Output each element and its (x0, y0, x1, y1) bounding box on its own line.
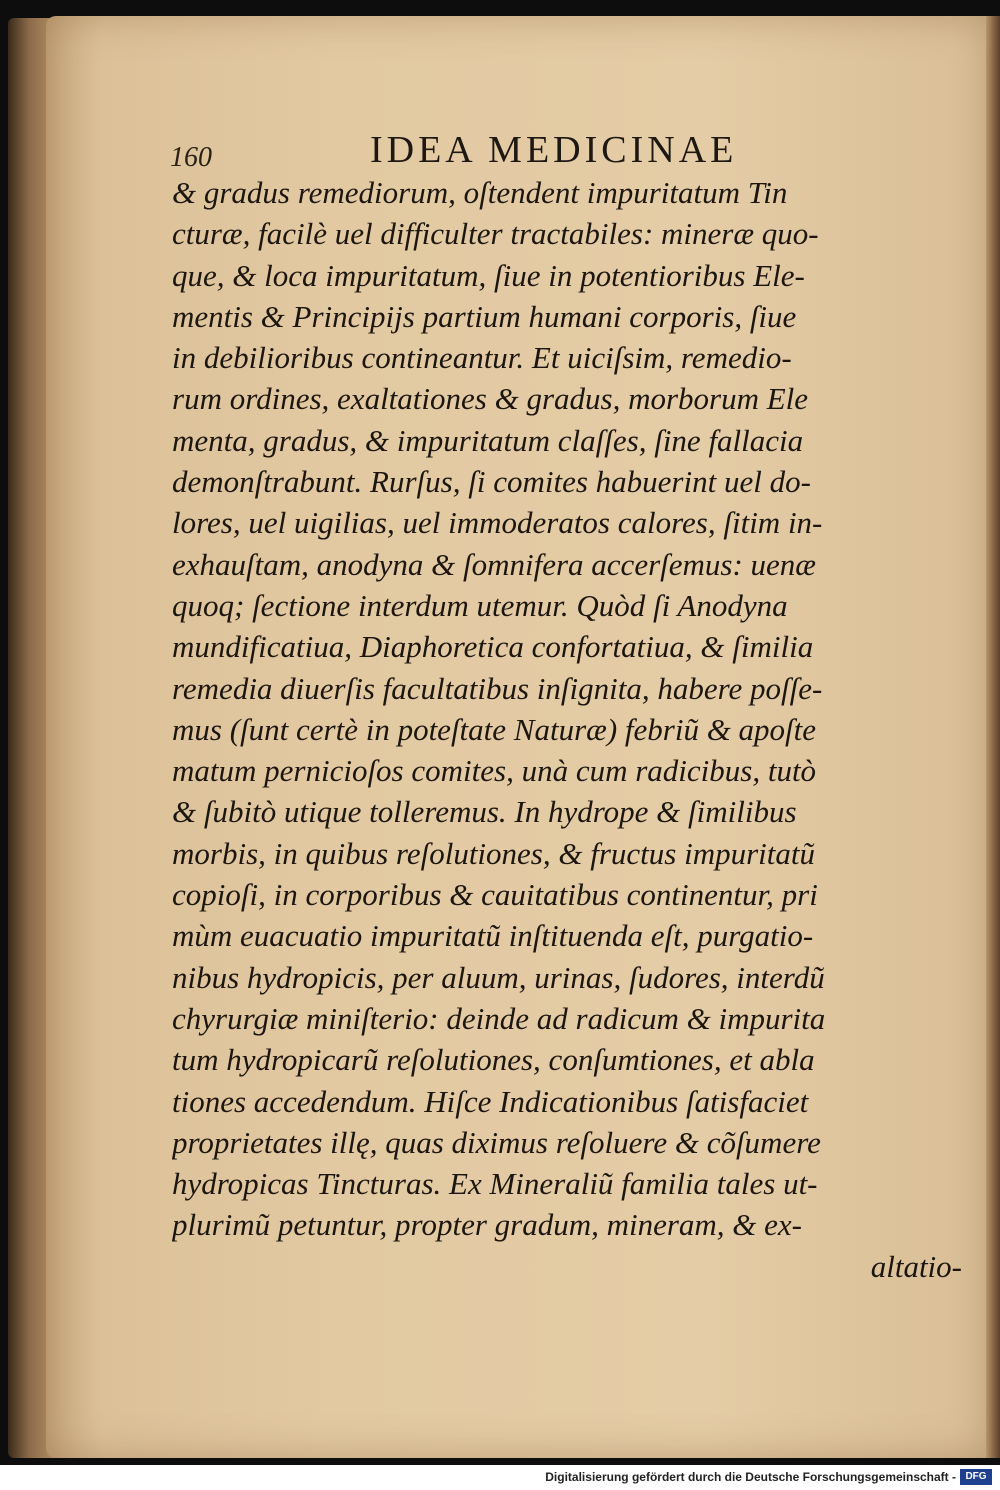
text-line: in debilioribus contineantur. Et uiciſsim, remedio- (172, 340, 792, 376)
page-gutter (986, 16, 1000, 1458)
page-header (170, 128, 970, 178)
text-line: que, & loca impuritatum, ſiue in potentioribus Ele- (172, 257, 805, 293)
text-line: mundificatiua, Diaphoretica confortatiua, & ſimilia (172, 629, 814, 665)
text-line: & gradus remediorum, oſtendent impuritatum Tin (172, 175, 788, 210)
page-number: 160 (170, 142, 212, 173)
text-line: matum pernicioſos comites, unà cum radicibus, tutò (172, 753, 817, 789)
digitization-credit: Digitalisierung gefördert durch die Deutsche Forschungsgemeinschaft - (545, 1470, 956, 1484)
text-line: rum ordines, exaltationes & gradus, morborum Ele (172, 381, 809, 417)
text-line: lores, uel uigilias, uel immoderatos calores, ſitim in- (172, 505, 823, 541)
text-line: mùm euacuatio impuritatũ inſtituenda eſt, purgatio- (172, 918, 814, 954)
text-line: plurimũ petuntur, propter gradum, mineram, & ex- (172, 1207, 803, 1243)
text-line: proprietates illę, quas diximus reſoluere & cõſumere (172, 1124, 821, 1160)
text-line: mus (ſunt certè in poteſtate Naturæ) febriũ & apoſte (172, 711, 817, 747)
text-line: nibus hydropicis, per aluum, urinas, ſudores, interdũ (172, 959, 825, 995)
text-line: exhauſtam, anodyna & ſomnifera accerſemus: uenæ (172, 546, 816, 582)
running-title: IDEA MEDICINAE (370, 129, 738, 171)
text-line: & ſubitò utique tolleremus. In hydrope & ſimilibus (172, 794, 797, 830)
text-line: tum hydropicarũ reſolutiones, conſumtiones, et abla (172, 1042, 815, 1078)
text-line: tiones accedendum. Hiſce Indicationibus ſatisfaciet (172, 1083, 809, 1119)
text-line: copioſi, in corporibus & cauitatibus continentur, pri (172, 877, 818, 913)
text-line: remedia diuerſis facultatibus inſignita, habere poſſe- (172, 670, 823, 706)
text-line: morbis, in quibus reſolutiones, & fructus impuritatũ (172, 835, 815, 871)
dfg-logo: DFG (960, 1469, 992, 1485)
body-text (172, 172, 962, 1287)
text-line: hydropicas Tincturas. Ex Mineraliũ familia tales ut- (172, 1166, 818, 1202)
footer-bar (0, 1465, 1000, 1490)
text-line: altatio- (870, 1248, 962, 1284)
text-line: mentis & Principijs partium humani corporis, ſiue (172, 298, 797, 334)
text-line: demonſtrabunt. Rurſus, ſi comites habuerint uel do- (172, 464, 811, 500)
text-line: menta, gradus, & impuritatum claſſes, ſine fallacia (172, 422, 804, 458)
text-line: quoq; ſectione interdum utemur. Quòd ſi Anodyna (172, 587, 788, 623)
text-line: chyrurgiæ miniſterio: deinde ad radicum & impurita (172, 1000, 826, 1036)
text-line: cturæ, facilè uel difficulter tractabiles: mineræ quo- (172, 216, 819, 252)
